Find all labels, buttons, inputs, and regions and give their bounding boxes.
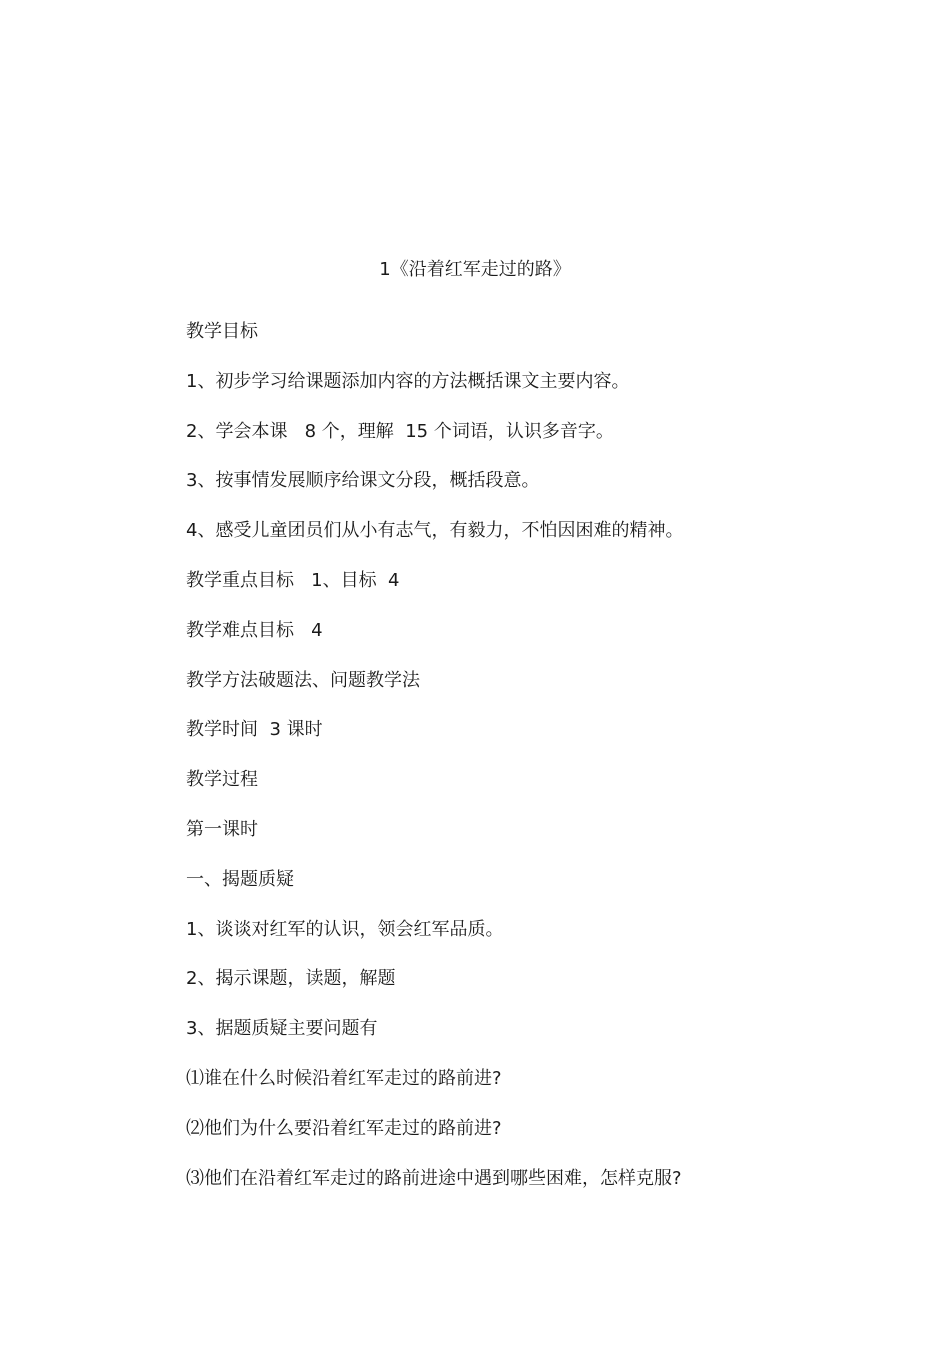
- section-heading-objectives: 教学目标: [186, 321, 258, 342]
- section-heading-process: 教学过程: [186, 769, 258, 791]
- key-points: 教学重点目标 1、目标 4: [186, 569, 400, 591]
- step-item: 1、谈谈对红军的认识，领会红军品质。: [186, 918, 504, 940]
- objective-item: 3、按事情发展顺序给课文分段，概括段意。: [186, 470, 540, 492]
- step-heading: 一、揭题质疑: [186, 868, 294, 890]
- objective-item: 2、学会本课 8 个，理解 15 个词语，认识多音字。: [186, 420, 614, 442]
- difficult-points: 教学难点目标 4: [186, 619, 323, 641]
- question-item: ⑴谁在什么时候沿着红军走过的路前进?: [186, 1067, 502, 1089]
- teaching-time: 教学时间 3 课时: [186, 719, 323, 741]
- document-body: [186, 319, 886, 1215]
- objective-item: 1、初步学习给课题添加内容的方法概括课文主要内容。: [186, 370, 630, 392]
- question-item: ⑵他们为什么要沿着红军走过的路前进?: [186, 1117, 502, 1139]
- objective-item: 4、感受儿童团员们从小有志气，有毅力，不怕因困难的精神。: [186, 520, 684, 542]
- step-item: 3、据题质疑主要问题有: [186, 1018, 378, 1040]
- teaching-method: 教学方法破题法、问题教学法: [186, 669, 420, 691]
- lesson-heading: 第一课时: [186, 818, 258, 840]
- question-item: ⑶他们在沿着红军走过的路前进途中遇到哪些困难，怎样克服?: [186, 1167, 682, 1189]
- step-item: 2、揭示课题，读题，解题: [186, 968, 396, 990]
- document-title: 1《沿着红军走过的路》: [379, 259, 571, 280]
